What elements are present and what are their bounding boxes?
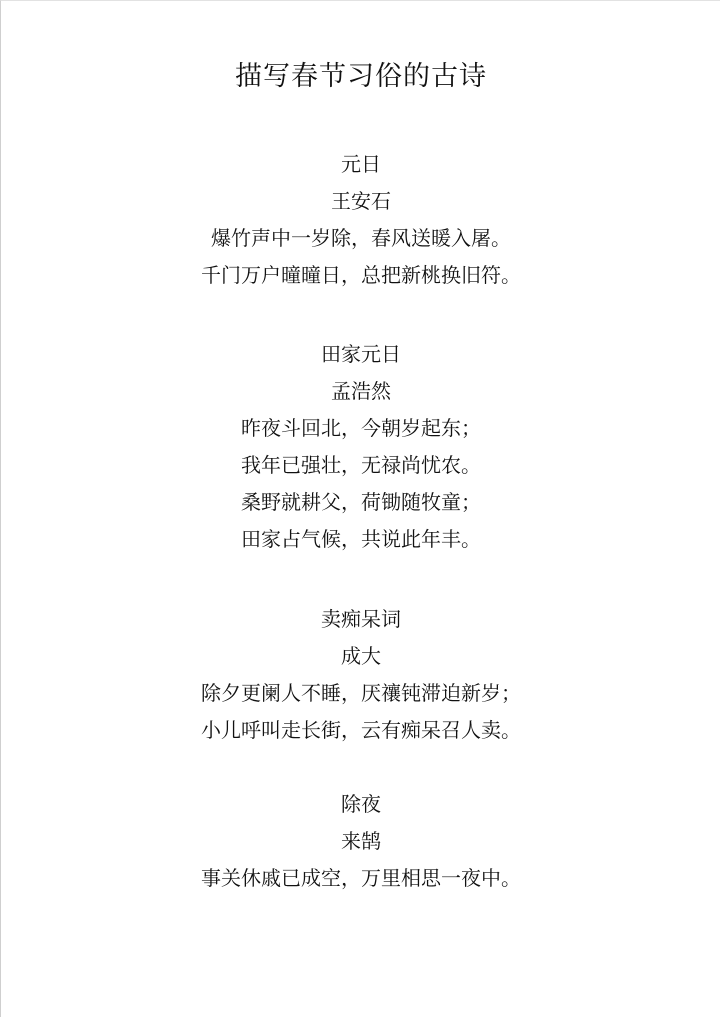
poem-line: 我年已强壮，无禄尚忧农。 [241, 453, 481, 477]
poem-line: 千门万户曈曈日，总把新桃换旧符。 [201, 263, 521, 287]
poem-title: 除夜 [341, 792, 381, 816]
poem-author: 孟浩然 [331, 379, 391, 403]
poem-line: 事关休戚已成空，万里相思一夜中。 [201, 866, 521, 890]
poem-line: 除夕更阑人不睡，厌禳钝滞迫新岁； [201, 681, 521, 705]
poem-line: 爆竹声中一岁除，春风送暖入屠。 [211, 226, 511, 250]
poem-line: 小儿呼叫走长街，云有痴呆召人卖。 [201, 718, 521, 742]
poem-title: 田家元日 [321, 342, 401, 366]
poem-line: 田家占气候，共说此年丰。 [241, 527, 481, 551]
poem-line: 昨夜斗回北，今朝岁起东； [241, 416, 481, 440]
document-title: 描写春节习俗的古诗 [235, 61, 487, 92]
poem-title: 元日 [341, 152, 381, 176]
poem-title: 卖痴呆词 [321, 607, 401, 631]
poem-tianjia-yuanri [1, 336, 720, 558]
poem-author: 王安石 [331, 189, 391, 213]
poem-yuanri [1, 146, 720, 294]
poem-author: 来鹄 [341, 829, 381, 853]
poem-chuye [1, 786, 720, 897]
poem-author: 成大 [341, 644, 381, 668]
poem-mai-chidai-ci [1, 601, 720, 749]
poem-line: 桑野就耕父，荷锄随牧童； [241, 490, 481, 514]
